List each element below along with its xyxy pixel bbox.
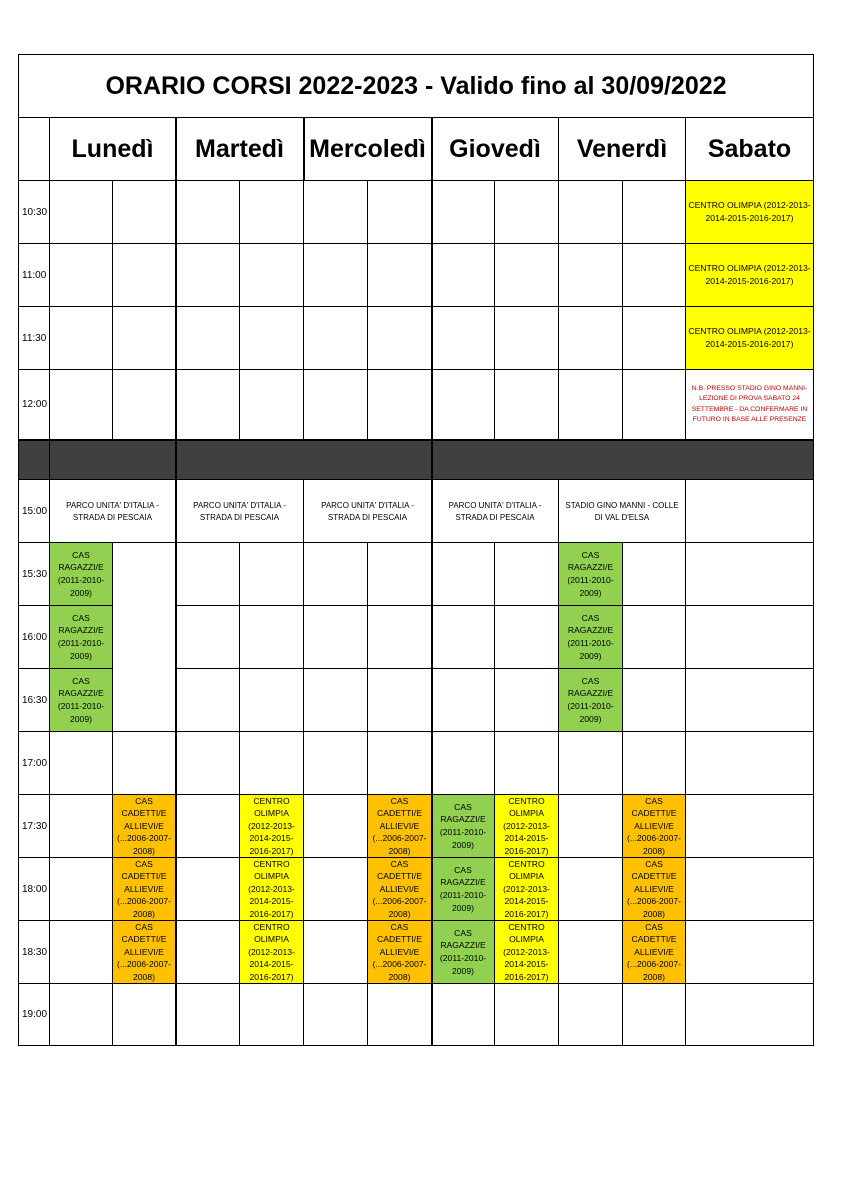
course-block: CENTRO OLIMPIA (2012-2013-2014-2015-2016-2017) [495,921,559,984]
empty-slot [559,795,623,858]
empty-slot [176,921,240,984]
empty-slot [432,543,495,606]
location-cell: PARCO UNITA' D'ITALIA - STRADA DI PESCAIA [432,480,559,543]
empty-slot [432,244,495,307]
course-block: CENTRO OLIMPIA (2012-2013-2014-2015-2016-2017) [686,181,814,244]
time-label: 11:30 [18,307,50,370]
empty-slot [240,669,304,732]
day-divider [431,118,433,1046]
empty-slot [368,543,432,606]
empty-slot [623,307,686,370]
empty-slot [304,307,368,370]
empty-slot [304,732,368,795]
empty-slot [176,732,240,795]
empty-slot [176,244,240,307]
empty-slot [686,858,814,921]
empty-slot [240,732,304,795]
empty-slot [559,307,623,370]
day-header-6: Sabato [686,118,814,181]
empty-slot [176,606,240,669]
course-block: CAS RAGAZZI/E (2011-2010-2009) [432,858,495,921]
time-label: 15:30 [18,543,50,606]
empty-slot [623,669,686,732]
day-header-4: Giovedì [432,118,559,181]
empty-slot [176,858,240,921]
empty-slot-merged [113,543,176,732]
empty-slot [176,669,240,732]
empty-slot [304,669,368,732]
empty-slot [113,370,176,440]
course-block: CENTRO OLIMPIA (2012-2013-2014-2015-2016-2017) [495,858,559,921]
empty-slot [50,732,113,795]
course-block: CAS CADETTI/E ALLIEVI/E (...2006-2007-2008) [623,921,686,984]
day-header-1: Lunedì [50,118,176,181]
empty-slot [495,181,559,244]
course-block: CAS CADETTI/E ALLIEVI/E (...2006-2007-2008) [368,795,432,858]
empty-slot [113,307,176,370]
course-block: CENTRO OLIMPIA (2012-2013-2014-2015-2016-2017) [240,921,304,984]
time-label: 12:00 [18,370,50,440]
course-block: CAS RAGAZZI/E (2011-2010-2009) [50,606,113,669]
empty-slot [240,543,304,606]
empty-slot [686,795,814,858]
location-cell: PARCO UNITA' D'ITALIA - STRADA DI PESCAIA [304,480,432,543]
empty-slot [559,370,623,440]
course-block: CAS RAGAZZI/E (2011-2010-2009) [50,669,113,732]
time-label: 19:00 [18,984,50,1046]
time-label: 17:00 [18,732,50,795]
course-block: CAS CADETTI/E ALLIEVI/E (...2006-2007-2008) [113,858,176,921]
empty-slot [304,795,368,858]
empty-slot [113,732,176,795]
empty-slot [50,370,113,440]
empty-slot [304,543,368,606]
empty-slot [368,606,432,669]
empty-slot [623,244,686,307]
empty-slot [432,732,495,795]
empty-slot [368,307,432,370]
empty-slot [304,244,368,307]
empty-slot [432,606,495,669]
empty-slot [432,370,495,440]
empty-slot [50,181,113,244]
empty-slot [304,181,368,244]
empty-slot [623,984,686,1046]
empty-slot [559,181,623,244]
course-block: CENTRO OLIMPIA (2012-2013-2014-2015-2016-2017) [686,244,814,307]
empty-slot [432,307,495,370]
empty-slot [495,669,559,732]
time-label: 11:00 [18,244,50,307]
time-label: 18:00 [18,858,50,921]
course-block: CAS CADETTI/E ALLIEVI/E (...2006-2007-2008) [368,921,432,984]
empty-slot [623,732,686,795]
empty-slot [623,370,686,440]
empty-slot [686,669,814,732]
empty-slot [50,307,113,370]
empty-slot [50,858,113,921]
schedule-title: ORARIO CORSI 2022-2023 - Valido fino al 30/09/2022 [18,54,814,118]
time-label: 15:00 [18,480,50,543]
empty-slot [432,181,495,244]
course-block: CAS CADETTI/E ALLIEVI/E (...2006-2007-2008) [113,795,176,858]
course-block: CAS RAGAZZI/E (2011-2010-2009) [559,606,623,669]
empty-slot [176,984,240,1046]
empty-slot [686,543,814,606]
schedule-table [18,54,814,1046]
empty-slot [50,795,113,858]
empty-slot [176,307,240,370]
course-block: CAS CADETTI/E ALLIEVI/E (...2006-2007-2008) [368,858,432,921]
empty-slot [623,181,686,244]
break-time-cell [18,440,50,480]
empty-slot [304,921,368,984]
empty-slot [113,244,176,307]
empty-slot [495,244,559,307]
empty-slot [623,606,686,669]
empty-slot [368,370,432,440]
empty-slot [559,858,623,921]
empty-slot [368,244,432,307]
empty-slot [559,732,623,795]
empty-slot [113,984,176,1046]
empty-slot [495,307,559,370]
empty-slot [240,181,304,244]
course-block: CAS RAGAZZI/E (2011-2010-2009) [432,795,495,858]
course-block: CAS RAGAZZI/E (2011-2010-2009) [559,543,623,606]
location-cell: PARCO UNITA' D'ITALIA - STRADA DI PESCAIA [176,480,304,543]
empty-slot [240,984,304,1046]
empty-slot [304,858,368,921]
empty-slot [495,732,559,795]
day-divider [175,118,177,1046]
day-divider [303,118,305,181]
course-block: CENTRO OLIMPIA (2012-2013-2014-2015-2016-2017) [240,858,304,921]
course-block: CAS RAGAZZI/E (2011-2010-2009) [50,543,113,606]
empty-slot [50,921,113,984]
empty-slot [240,370,304,440]
empty-slot [495,984,559,1046]
empty-slot [368,984,432,1046]
empty-slot [176,370,240,440]
day-header-3: Mercoledì [304,118,432,181]
course-block: CENTRO OLIMPIA (2012-2013-2014-2015-2016-2017) [686,307,814,370]
empty-slot [304,606,368,669]
empty-slot [240,606,304,669]
empty-slot [559,921,623,984]
morning-bottom-rule [18,439,814,441]
location-cell: PARCO UNITA' D'ITALIA - STRADA DI PESCAIA [50,480,176,543]
location-cell: STADIO GINO MANNI - COLLE DI VAL D'ELSA [559,480,686,543]
empty-slot [495,606,559,669]
course-block: CAS CADETTI/E ALLIEVI/E (...2006-2007-2008) [113,921,176,984]
course-block: CAS CADETTI/E ALLIEVI/E (...2006-2007-2008) [623,858,686,921]
empty-slot [113,181,176,244]
course-block: CAS CADETTI/E ALLIEVI/E (...2006-2007-2008) [623,795,686,858]
day-header-2: Martedì [176,118,304,181]
empty-slot [559,984,623,1046]
empty-slot [50,984,113,1046]
empty-slot [368,732,432,795]
time-label: 16:30 [18,669,50,732]
day-header-5: Venerdì [559,118,686,181]
empty-slot [432,984,495,1046]
time-label: 10:30 [18,181,50,244]
time-label: 18:30 [18,921,50,984]
empty-slot [686,921,814,984]
empty-slot [50,244,113,307]
course-block: CENTRO OLIMPIA (2012-2013-2014-2015-2016-2017) [240,795,304,858]
empty-slot [623,543,686,606]
empty-slot [304,984,368,1046]
note-cell: N.B. PRESSO STADIO GINO MANNI- LEZIONE DI PROVA SABATO 24 SETTEMBRE - DA CONFERMARE IN FUTURO IN BASE ALLE PRESENZE [686,370,814,440]
time-label: 17:30 [18,795,50,858]
course-block: CAS RAGAZZI/E (2011-2010-2009) [559,669,623,732]
empty-slot [432,669,495,732]
header-corner [18,118,50,181]
empty-slot [495,370,559,440]
empty-slot [176,543,240,606]
empty-slot [559,244,623,307]
empty-slot [176,795,240,858]
empty-slot [176,181,240,244]
empty-slot [368,669,432,732]
empty-slot [686,480,814,543]
empty-slot [368,181,432,244]
empty-slot [495,543,559,606]
course-block: CAS RAGAZZI/E (2011-2010-2009) [432,921,495,984]
empty-slot [686,732,814,795]
empty-slot [686,984,814,1046]
empty-slot [686,606,814,669]
empty-slot [240,307,304,370]
time-label: 16:00 [18,606,50,669]
course-block: CENTRO OLIMPIA (2012-2013-2014-2015-2016-2017) [495,795,559,858]
empty-slot [240,244,304,307]
empty-slot [304,370,368,440]
